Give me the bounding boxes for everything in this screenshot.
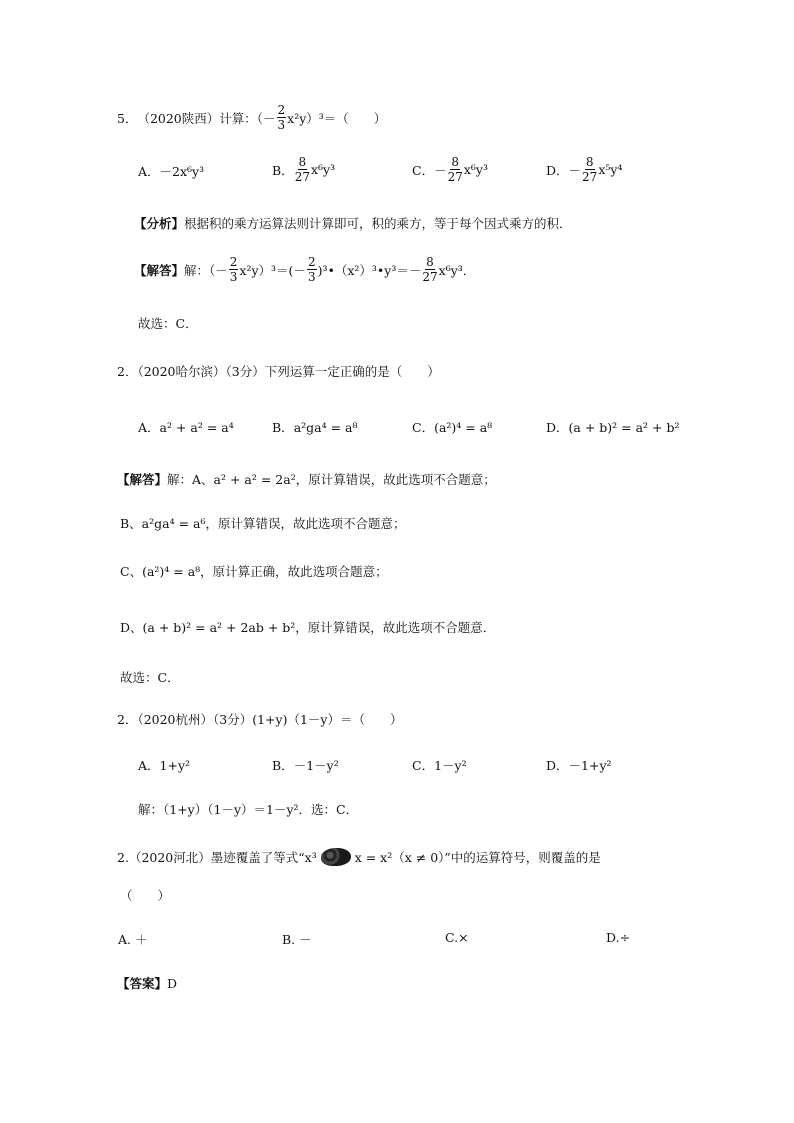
q2-option-b: B． a²ga⁴ = a⁸ [272,419,358,435]
q1-source: （2020陕西） [137,110,220,126]
q1-option-d: D． － $\frac{8}{27}$ x⁵y⁴ [546,155,623,184]
q1-stem-expr: x²y）³＝（ ） [287,110,387,126]
q2-solution-line-1: 【解答】解：A、a² + a² = 2a²，原计算错误，故此选项不合题意； [117,472,496,487]
q3-option-d: D． －1+y² [546,758,612,773]
q1-answer: 故选：C． [138,316,198,331]
q1-option-c: C． － $\frac{8}{27}$ x⁶y³ [412,155,489,184]
q4-option-a: A. ＋ [118,931,148,947]
q4-option-d: D. ÷ [606,930,631,945]
q1-number: 5． [117,110,138,126]
q1-solution: 【解答】 解：（－ $\frac{2}{3}$ x²y）³＝(－ $\frac{2}{3}$ )³•（x²）³•y³＝－ $\frac{8}{27}$ x⁶y³． [134,255,476,284]
q2-solution-line-2: B、a²ga⁴ = a⁶，原计算错误，故此选项不合题意； [120,516,406,531]
q1-option-b: B． $\frac{8}{27}$ x⁶y³ [272,155,336,184]
q4-stem: 2. （2020河北） 墨迹覆盖了等式“x³ x = x²（x ≠ 0）”中的运算符号，则覆盖的是 [117,849,601,865]
q3-option-b: B． －1－y² [272,758,339,773]
q2-option-a: A． a² + a² = a⁴ [138,419,234,435]
q4-option-c: C. × [445,930,469,945]
q1-stem [117,104,386,131]
q2-stem: 2．（2020哈尔滨）（3分）下列运算一定正确的是（ ） [117,364,440,379]
q2-answer: 故选：C． [120,670,180,685]
q4-option-b: B. － [282,931,312,947]
q3-solution: 解：（1+y）（1－y）＝1－y²．选：C． [138,802,359,817]
q2-option-c: C． (a²)⁴ = a⁸ [412,419,493,435]
q4-stem-line-2: （ ） [120,888,171,903]
q4-answer: 【答案】D [117,976,178,991]
q3-option-a: A． 1+y² [138,757,191,773]
q2-solution-line-4: D、(a + b)² = a² + 2ab + b²，原计算错误，故此选项不合题意． [120,620,496,635]
q1-option-a: A． －2x⁶y³ [138,164,205,179]
q1-analysis: 【分析】根据积的乘方运算法则计算即可，积的乘方，等于每个因式乘方的积． [134,216,572,231]
q3-stem: 2．（2020杭州）（3分）(1+y)（1－y）＝（ ） [117,712,403,727]
q2-solution-line-3: C、(a²)⁴ = a⁸，原计算正确，故此选项合题意； [120,564,388,579]
q3-option-c: C． 1－y² [412,758,467,773]
q2-option-d: D． (a + b)² = a² + b² [546,419,680,435]
q1-stem-fraction: $\frac{2}{3}$ [277,103,286,132]
q1-stem-prefix: 计算：（－ [219,110,276,126]
ink-blot-icon [321,848,351,866]
